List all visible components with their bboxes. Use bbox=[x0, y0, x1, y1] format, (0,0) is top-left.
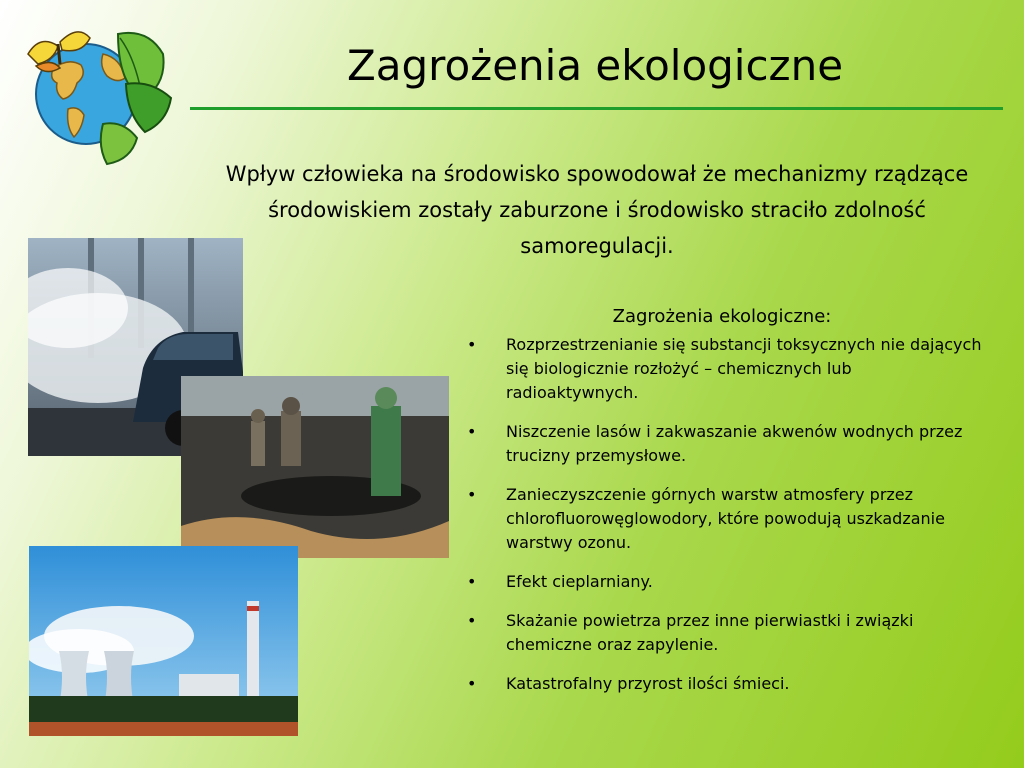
list-item-text: Skażanie powietrza przez inne pierwiastki i związki chemiczne oraz zapylenie. bbox=[506, 611, 914, 654]
slide-title: Zagrożenia ekologiczne bbox=[346, 41, 844, 90]
threats-heading: Zagrożenia ekologiczne: bbox=[612, 306, 832, 327]
title-divider bbox=[190, 107, 1003, 110]
bullet-icon: • bbox=[467, 422, 477, 441]
list-item bbox=[462, 333, 982, 405]
list-item-text: Efekt cieplarniany. bbox=[506, 572, 653, 591]
power-plant-smoke-photo bbox=[29, 546, 298, 736]
list-item bbox=[462, 570, 982, 594]
list-item bbox=[462, 672, 982, 696]
bullet-icon: • bbox=[467, 674, 477, 693]
bullet-icon: • bbox=[467, 485, 477, 504]
threats-section bbox=[462, 305, 982, 711]
list-item-text: Katastrofalny przyrost ilości śmieci. bbox=[506, 674, 790, 693]
globe-butterfly-leaves-icon bbox=[8, 14, 178, 169]
oil-spill-cleanup-photo bbox=[181, 376, 449, 558]
bullet-icon: • bbox=[467, 572, 477, 591]
intro-paragraph: Wpływ człowieka na środowisko spowodował że mechanizmy rządzące środowiskiem zostały zaburzone i środowisko straciło zdolność samoregulacji. bbox=[225, 162, 969, 258]
list-item bbox=[462, 420, 982, 468]
list-item-text: Rozprzestrzenianie się substancji toksycznych nie dających się biologicznie rozłożyć – chemicznych lub radioaktywnych. bbox=[506, 335, 982, 402]
list-item-text: Zanieczyszczenie górnych warstw atmosfery przez chlorofluorowęglowodory, które powodują uszkadzanie warstwy ozonu. bbox=[506, 485, 945, 552]
bullet-icon: • bbox=[467, 611, 477, 630]
list-item-text: Niszczenie lasów i zakwaszanie akwenów wodnych przez trucizny przemysłowe. bbox=[506, 422, 963, 465]
threats-list bbox=[462, 333, 982, 696]
list-item bbox=[462, 483, 982, 555]
list-item bbox=[462, 609, 982, 657]
bullet-icon: • bbox=[467, 335, 477, 354]
